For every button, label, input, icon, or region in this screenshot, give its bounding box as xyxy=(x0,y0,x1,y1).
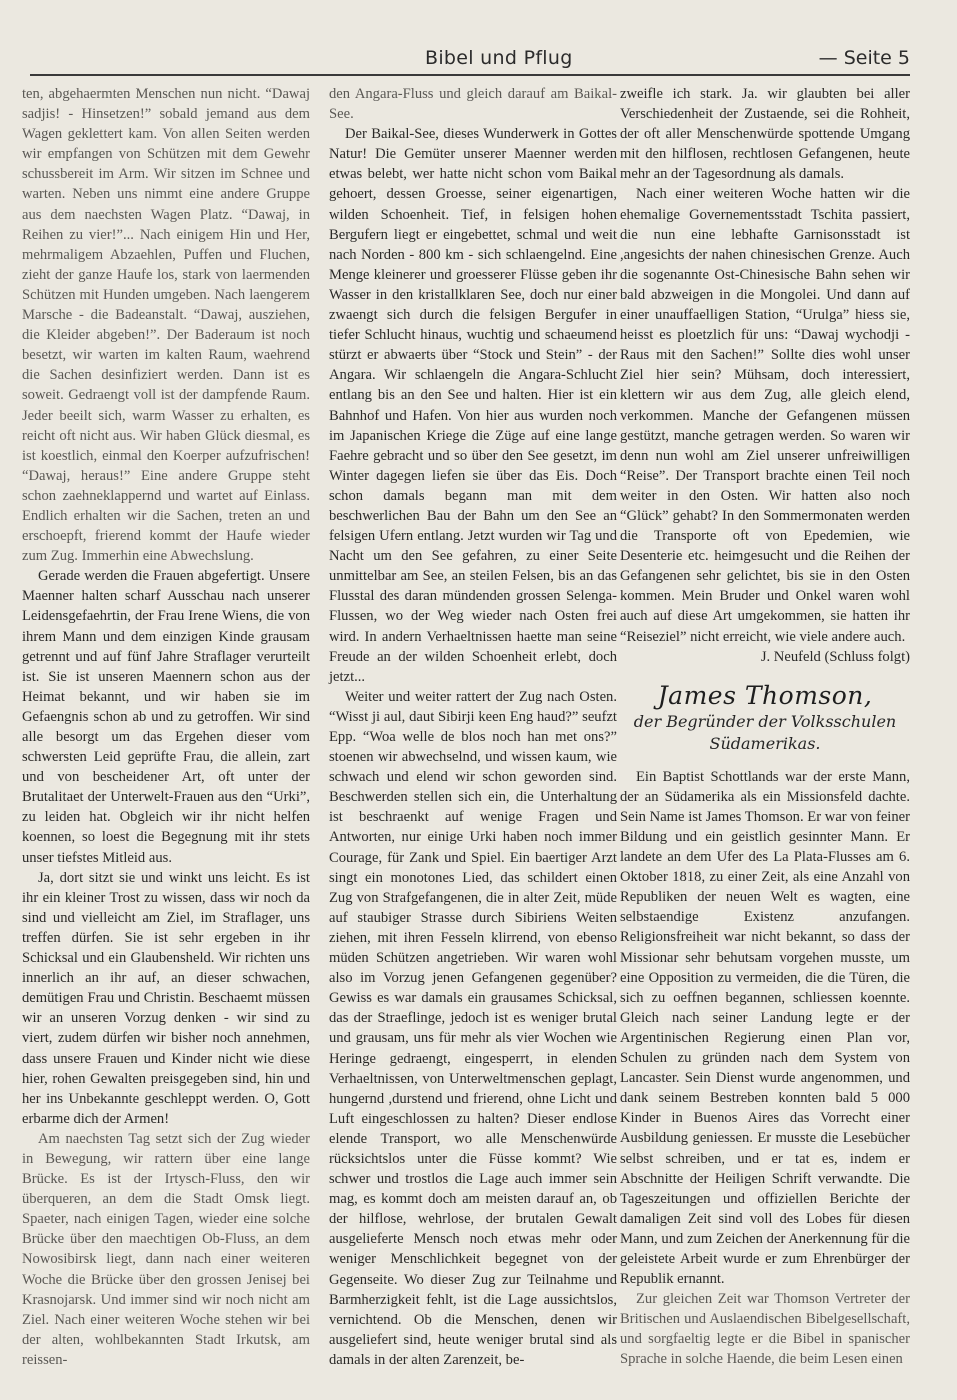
paragraph: Ja, dort sitzt sie und winkt uns leicht. Es ist ihr ein kleiner Trost zu wissen, dass wir noch da sind und vielleicht am Ziel, im Straflager, uns treffen dürfen. Sie ist sehr ergeben in ihr Schicksal und ein Glaubensheld. Wir richten uns innerlich an ihr auf, an dieser schwachen, demütigen Frau und Christin. Beschaemt müssen wir an unseren Vorzug denken - wir sind zu viert, zudem dürfen wir bisher noch annehmen, dass unsere Frauen und Kinder nicht wie diese hier, rohen Gewalten preisgegeben sind, hin und her ins Unbekannte geschleppt werden. O, Gott erbarme dich der Armen! xyxy=(22,869,310,1127)
paragraph: Zur gleichen Zeit war Thomson Vertreter der Britischen und Auslaendischen Bibelgesellschaft, und sorgfaeltig legte er die Bibel in spanischer Sprache in solche Haende, die beim Lesen einen xyxy=(620,1291,910,1368)
paragraph: Nach einer weiteren Woche hatten wir die ehemalige Governementsstadt Tschita passiert, die nun eine lebhafte Garnisonsstadt ist ,angesichts der nahen chinesischen Grenze. Auch die sogenannte Ost-Chinesische Bahn sehen wir bald abzweigen in die Mongolei. Und dann auf einer unauffaelligen Station, “Urulga” hiess sie, heisst es ploetzlich für uns: “Dawaj wychodji - Raus mit den Sachen!” Sollte dies wohl unser Ziel hier sein? Mühsam, doch interessiert, klettern wir aus dem Zug, alle gleich elend, verkommen. Manche der Gefangenen müssen gestützt, manche getragen werden. So waren wir denn nun wohl am Ziel unserer unfreiwilligen “Reise”. Der Transport brachte einen Teil noch weiter in den Osten. Wir hatten also noch “Glück” gehabt? In den Sommermonaten werden die Transporte oft von Epedemien, wie Desenterie etc. heimgesucht und die Reihen der Gefangenen sehr gelichtet, bis sie in den Osten kommen. Mein Bruder und Onkel waren wohl auch auf diese Art umgekommen, sie hatten ihr “Reiseziel” nicht erreicht, wie viele andere auch. xyxy=(620,186,910,645)
publication-title: Bibel und Pflug xyxy=(425,47,573,69)
paragraph: den Angara-Fluss und gleich darauf am Baikal-See. xyxy=(329,86,617,123)
column-middle xyxy=(329,84,617,1370)
header-rule xyxy=(30,74,910,76)
paragraph: zweifle ich stark. Ja. wir glaubten bei aller Verschiedenheit der Zustaende, sei die Rohheit, der oft aller Menschenwürde spottende Umgang mit den hilflosen, rechtlosen Gefangenen, heute mehr an der Tagesordnung als damals. xyxy=(620,86,910,183)
signature-line xyxy=(620,647,910,667)
article-subtitle-line-2: Südamerikas. xyxy=(709,733,821,753)
page-number: — Seite 5 xyxy=(818,47,910,69)
article-heading xyxy=(620,681,910,755)
paragraph: Der Baikal-See, dieses Wunderwerk in Gottes Natur! Die Gemüter unserer Maenner werden etwas belebt, wer hatte nicht schon vom Baikal gehoert, dessen Groesse, seiner eigenartigen, wilden Schoenheit. Tief, in felsigen hohen Bergufern liegt er eingebettet, schmal und weit nach Norden - 800 km - sich schlaengelnd. Eine Menge kleinerer und groesserer Flüsse geben ihr Wasser in den kristallklaren See, doch nur einer zwaengt sich durch die felsigen Bergufer in tiefer Schlucht hinaus, wuchtig und schaeumend stürzt er abwaerts über “Stock und Stein” - der Angara. Wir schlaengeln die Angara-Schlucht entlang bis an den See und halten. Hier ist ein Bahnhof und Hafen. Von hier aus wurden noch im Japanischen Kriege die Züge auf eine lange Faehre gebracht und so über den See gesetzt, im Winter dagegen liefen sie über das Eis. Doch schon damals begann man mit dem beschwerlichen Bau der Bahn um den See an felsigen Ufern entlang. Jetzt wurden wir Tag und Nacht um den See gefahren, zu einer Seite unmittelbar am See, an steilen Felsen, bis an das Flusstal des daran mündenden grossen Selenga-Flussen, wo der Weg wieder nach Osten frei wird. In andern Verhaeltnissen haette man seine Freude an der wilden Schoenheit erlebt, doch jetzt... xyxy=(329,126,617,685)
article-subtitle-line-1: der Begründer der Volksschulen xyxy=(633,711,897,731)
column-right xyxy=(620,84,910,1370)
paragraph: ten, abgehaermten Menschen nun nicht. “Dawaj sadjis! - Hinsetzen!” sobald jemand aus dem Wagen geklettert kam. Von allen Seiten werden wir empfangen von Schützen mit dem Gewehr schussbereit im Arm. Wir sitzen im Schnee und warten. Neben uns nimmt eine andere Gruppe aus dem naechsten Wagen Platz. “Dawaj, in Reihen zu vier!”... Nach einigem Hin und Her, mehrmaligem Abzaehlen, Puffen und Fluchen, zieht der ganze Haufe los, stark von laermenden Schützen mit Hunden umgeben. Nach laengerem Marsche - die Badeanstalt. “Dawaj, ausziehen, die Kleider abgeben!”. Der Baderaum ist noch besetzt, wir warten im kalten Raum, waehrend die Sachen desinfiziert werden. Dann ist es soweit. Gedraengt voll ist der dampfende Raum. Jeder beeilt sich, warm Wasser zu erhalten, es reicht oft nicht aus. Wir haben Glück diesmal, es ist koestlich, einmal den Koerper aufzufrischen! “Dawaj, heraus!” Eine andere Gruppe steht schon zaehneklappernd und wartet auf Einlass. Endlich erhalten wir die Sachen, treten an und erschoepft, frierend kommt der Haufe wieder zum Zug. Immerhin eine Abwechslung. xyxy=(22,86,310,565)
column-left xyxy=(22,84,310,1370)
paragraph: Ein Baptist Schottlands war der erste Mann, der an Südamerika als ein Missionsfeld dachte. Sein Name ist James Thomson. Er war von feiner Bildung und ein geistlich gesinnter Mann. Er landete an dem Ufer des La Plata-Flusses am 6. Oktober 1818, zu einer Zeit, als eine Anzahl von Republiken der neuen Welt es wagten, eine selbstaendige Existenz anzufangen. Religionsfreiheit war nicht bekannt, so dass der Missionar sehr behutsam vorgehen musste, um eine Opposition zu vermeiden, die die Türen, die sich zu oeffnen begannen, schliessen koennte. Gleich nach seiner Landung legte er der Argentinischen Regierung einen Plan vor, Schulen zu gründen nach dem System von Lancaster. Sein Dienst wurde angenommen, und dank seinem Bestreben konnten bald 5 000 Kinder in Buenos Aires das Vorrecht einer Ausbildung geniessen. Er musste die Lesebücher selbst schreiben, und er tat es, indem er Abschnitte der Heiligen Schrift verwandte. Die Tageszeitungen und offiziellen Berichte der damaligen Zeit sind voll des Lobes für diesen Mann, und zum Zeichen der Anerkennung für die geleistete Arbeit wurde er zum Ehrenbürger der Republik ernannt. xyxy=(620,768,910,1288)
paragraph: Gerade werden die Frauen abgefertigt. Unsere Maenner halten scharf Ausschau nach unserer Leidensgefaehrtin, der Frau Irene Wiens, die von ihrem Mann und dem einzigen Kinde grausam getrennt und auf fünf Jahre Straflager verurteilt ist. Sie ist unseren Maennern schon aus der Heimat bekannt, und wir haben sie im Gefaengnis schon ab und zu getroffen. Wir sind alle besorgt um das Ergehen dieser vom schwersten Leid geprüfte Frau, die allein, zart und von bescheidener Art, oft unter der Brutalitaet der Unterwelt-Frauen aus den “Urki”, zu leiden hat. Obgleich wir ihr nicht helfen koennen, so loest die Begegnung mit ihr stets unser tiefstes Mitleid aus. xyxy=(22,568,310,866)
paragraph: Am naechsten Tag setzt sich der Zug wieder in Bewegung, wir rattern über eine lange Brücke. Es ist der Irtysch-Fluss, den wir überqueren, an dem die Stadt Omsk liegt. Spaeter, nach einigen Tagen, wieder eine solche Brücke über den maechtigen Ob-Fluss, an dem Nowosibirsk liegt, dann nach einer weiteren Woche die Brücke über den grossen Jenisej bei Krasnojarsk. Und immer sind wir noch nicht am Ziel. Nach einer weiteren Woche stehen wir bei der alten, wohlbekannten Stadt Irkutsk, am reissen- xyxy=(22,1130,310,1368)
page-header xyxy=(30,44,910,70)
author-signature: J. Neufeld (Schluss folgt) xyxy=(760,648,910,665)
paragraph: Weiter und weiter rattert der Zug nach Osten. “Wisst ji aul, daut Sibirji keen Eng haud?” seufzt Epp. “Woa welle de blos noch han met ons?” stoenen wir abwechselnd, und wissen kaum, wie schwach und elend wir schon geworden sind. Beschwerden stellen sich ein, die Unterhaltung ist beschraenkt auf wenige Fragen und Antworten, nur einige Urki haben noch immer Courage, für Zank und Spiel. Ein baertiger Arzt singt ein monotones Lied, das schildert einen Zug von Strafgefangenen, die in alter Zeit, müde auf staubiger Strasse durch Sibiriens Weiten ziehen, mit ihren Fesseln klirrend, von ebenso müden Schützen angetrieben. Wir waren wohl also im Vorzug jenen Gefangenen gegenüber? Gewiss es war damals ein grausames Schicksal, das der Straeflinge, jedoch ist es weniger brutal und grausam, uns für mehr als vier Wochen wie Heringe gedraengt, eingesperrt, in elenden Verhaeltnissen, von Unterweltmenschen geplagt, hungernd ,durstend und frierend, ohne Licht und Luft eingeschlossen zu halten? Dieser endlose elende Transport, wo alle Menschenwürde rücksichtslos unter die Füsse kommt? Wie schwer und trostlos die Lage auch immer sein mag, es kommt doch am meisten darauf an, ob der hilflose, wehrlose, der brutalen Gewalt ausgelieferte Mensch noch etwas mehr oder weniger Menschlichkeit begegnet von der Gegenseite. Wo dieser Zug zur Teilnahme und Barmherzigkeit fehlt, ist die Lage aussichtslos, vernichtend. Ob die Menschen, denen wir ausgeliefert sind, heute weniger brutal sind als damals in der alten Zarenzeit, be- xyxy=(329,688,617,1368)
article-title: James Thomson, xyxy=(657,680,873,710)
